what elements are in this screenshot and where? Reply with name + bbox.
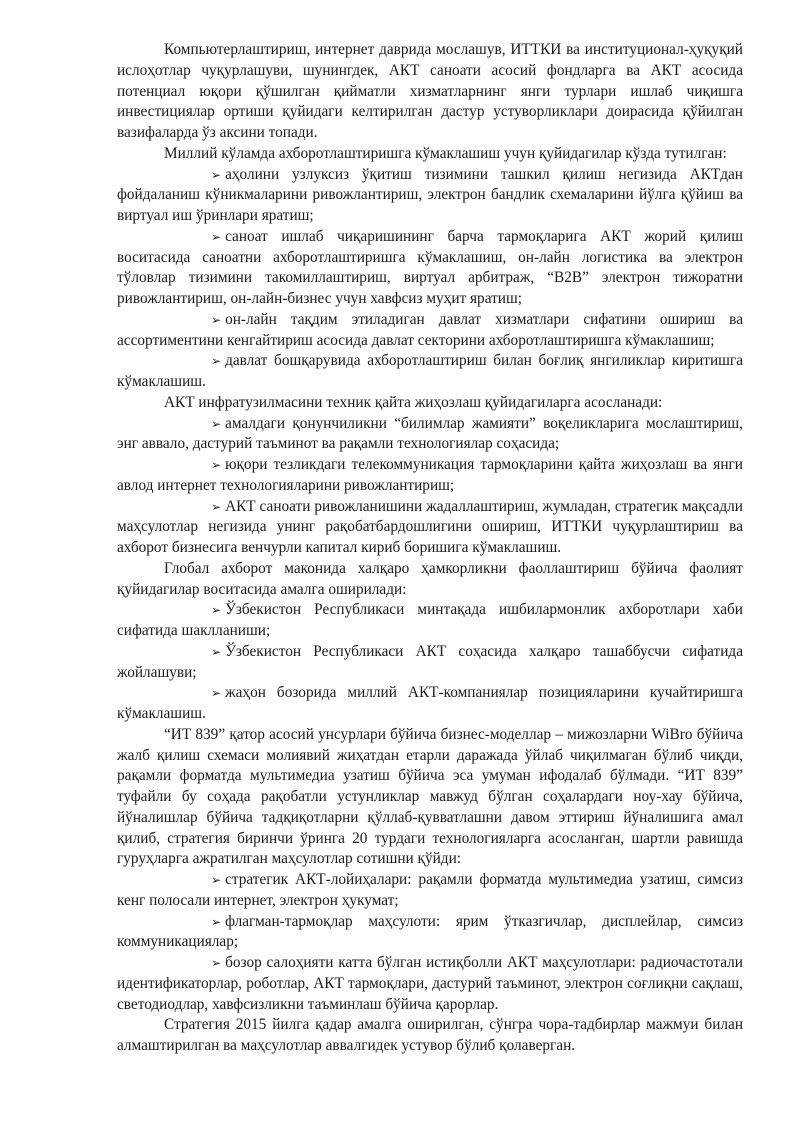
- bullet-item: [117, 642, 743, 684]
- bullet-text: стратегик АКТ-лойиҳалари: рақамли форматда мультимедиа узатиш, симсиз кенг полосали интернет, электрон ҳукумат;: [117, 871, 743, 909]
- bullet-text: давлат бошқарувида ахборотлаштириш билан боғлиқ янгиликлар киритишга кўмаклашиш.: [117, 352, 743, 390]
- arrow-bullet-icon: ➢: [211, 458, 222, 472]
- paragraph: Миллий кўламда ахборотлаштиришга кўмаклашиш учун қуйидагилар кўзда тутилган:: [164, 144, 727, 162]
- bullet-item: [117, 683, 743, 725]
- bullet-item: [117, 912, 743, 954]
- bullet-item: [117, 310, 743, 352]
- bullet-text: флагман-тармоқлар маҳсулоти: ярим ўтказгичлар, дисплейлар, симсиз коммуникациялар;: [117, 912, 743, 951]
- arrow-bullet-icon: ➢: [211, 956, 222, 970]
- arrow-bullet-icon: ➢: [211, 499, 222, 514]
- bullet-item: [117, 227, 743, 310]
- bullet-text: аҳолини узлуксиз ўқитиш тизимини ташкил қилиш негизида АКТдан фойдаланиш кўникмаларини ривожлантириш, электрон бандлик схемаларини йўлга қўйиш ва виртуал иш ўринлари яратиш;: [117, 165, 743, 224]
- bullet-text: АКТ саноати ривожланишини жадаллаштириш, жумладан, стратегик мақсадли маҳсулотлар негизида унинг рақобатбардошлигини ошириш, ИТТКИ чуқурлаштириш ва ахборот бизнесига венчурли капитал кириб боришига кўмаклашиш.: [117, 497, 743, 556]
- arrow-bullet-icon: ➢: [211, 167, 222, 182]
- bullet-item: [117, 351, 743, 393]
- bullet-item: [117, 870, 743, 912]
- bullet-item: [117, 455, 743, 497]
- bullet-text: саноат ишлаб чиқаришининг барча тармоқларига АКТ жорий қилиш воситасида саноатни ахборотлаштиришга кўмаклашиш, он-лайн логистика ва электрон тўловлар тизимини такомиллаштириш, виртуал арбитраж, “В2В” электрон тижоратни ривожлантириш, он-лайн-бизнес учун хавфсиз муҳит яратиш;: [117, 227, 743, 307]
- arrow-bullet-icon: ➢: [211, 603, 222, 618]
- arrow-bullet-icon: ➢: [211, 312, 222, 327]
- bullet-text: юқори тезликдаги телекоммуникация тармоқларини қайта жиҳозлаш ва янги авлод интернет технологияларини ривожлантириш;: [117, 456, 743, 494]
- paragraph: Глобал ахборот маконида халқаро ҳамкорликни фаоллаштириш бўйича фаолият қуйидагилар воситасида амалга оширилади:: [117, 559, 743, 598]
- paragraph: “ИТ 839” қатор асосий унсурлари бўйича бизнес-моделлар – мижозларни WiBro бўйича жалб қилиш схемаси молиявий жиҳатдан етарли даражада ўйлаб чиқилмаган бўлиб чиқди, рақамли форматда мультимедиа узатиш бўйича эса умуман ифодалаб бўлмади. “ИТ 839” туфайли бу соҳада рақобатли устунликлар мавжуд бўлган соҳалардаги ноу-хау бўйича, йўналишлар бўйича тадқиқотларни қўллаб-қувватлашни давом эттириш йўналишига амал қилиб, стратегия биринчи ўринга 20 турдаги технологияларга асосланган, шартли равишда гуруҳларга ажратилган маҳсулотлар сотишни қўйди:: [117, 725, 743, 868]
- arrow-bullet-icon: ➢: [211, 914, 222, 929]
- arrow-bullet-icon: ➢: [211, 686, 222, 701]
- arrow-bullet-icon: ➢: [211, 873, 222, 887]
- arrow-bullet-icon: ➢: [211, 229, 222, 244]
- paragraph: АКТ инфратузилмасини техник қайта жиҳозлаш қуйидагиларга асосланади:: [164, 393, 663, 411]
- bullet-text: бозор салоҳияти катта бўлган истиқболли АКТ маҳсулотлари: радиочастотали идентификаторлар, роботлар, АКТ тармоқлари, дастурий таъминот, электрон сοғлиқни сақлаш, светодиодлар, хавфсизликни таъминлаш бўйича қарорлар.: [117, 954, 743, 1013]
- bullet-item: [117, 414, 743, 456]
- paragraph: Компьютерлаштириш, интернет даврида мослашув, ИТТКИ ва институционал-ҳуқуқий ислоҳотлар чуқурлашуви, шунингдек, АКТ саноати асосий фондларга ва АКТ асосида потенциал юқори қўшилган қийматли хизматларнинг янги турлари ишлаб чиқишга инвестициялар ортиши қуйидаги келтирилган дастур устуворликлари доирасида қўйилган вазифаларда ўз аксини топади.: [117, 41, 743, 141]
- bullet-text: он-лайн тақдим этиладиган давлат хизматлари сифатини ошириш ва ассортиментини кенгайтириш асосида давлат секторини ахборотлаштиришга кўмаклашиш;: [117, 310, 743, 349]
- bullet-item: [117, 497, 743, 559]
- bullet-text: Ўзбекистон Республикаси минтақада ишбилармонлик ахборотлари хаби сифатида шаклланиши;: [117, 601, 743, 639]
- arrow-bullet-icon: ➢: [211, 354, 222, 369]
- bullet-item: [117, 953, 743, 1015]
- bullet-item: [117, 165, 743, 227]
- bullet-text: амалдаги қонунчиликни “билимлар жамияти” воқеликларига мослаштириш, энг аввало, дастурий таъминот ва рақамли технологиялар соҳасида;: [117, 414, 743, 453]
- arrow-bullet-icon: ➢: [211, 644, 222, 659]
- bullet-text: жаҳон бозорида миллий АКТ-компаниялар позицияларини кучайтиришга кўмаклашиш.: [117, 684, 743, 722]
- paragraph: Стратегия 2015 йилга қадар амалга оширилган, сўнгра чора-тадбирлар мажмуи билан алмаштирилган ва маҳсулотлар аввалгидек устувор бўлиб қолаверган.: [117, 1016, 743, 1054]
- bullet-text: Ўзбекистон Республикаси АКТ соҳасида халқаро ташаббусчи сифатида жойлашуви;: [117, 642, 743, 681]
- bullet-item: [117, 600, 743, 642]
- arrow-bullet-icon: ➢: [211, 416, 222, 431]
